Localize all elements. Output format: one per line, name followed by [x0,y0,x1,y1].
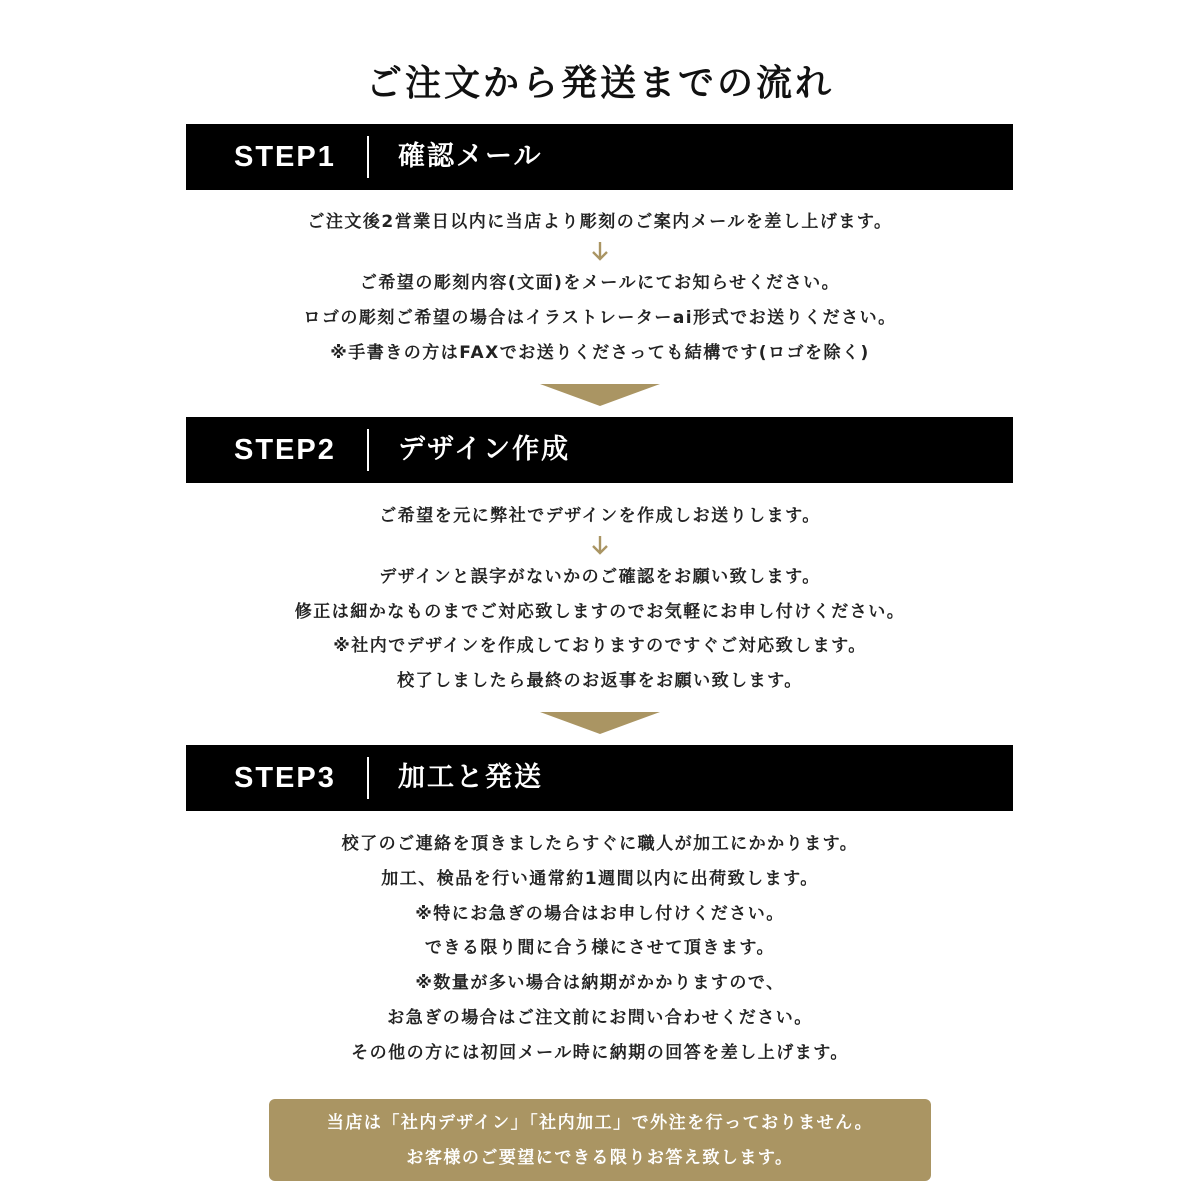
step3-line: ※特にお急ぎの場合はお申し付けください。 [415,904,785,924]
step2-first-line: ご希望を元に弊社でデザインを作成しお送りします。 [379,506,821,526]
step2-line: デザインと誤字がないかのご確認をお願い致します。 [379,567,821,587]
notice-box [269,1099,931,1181]
step-divider [367,757,369,799]
step3-line: ※数量が多い場合は納期がかかりますので、 [415,973,785,993]
step-divider [367,429,369,471]
step2-line: 校了しましたら最終のお返事をお願い致します。 [397,671,803,691]
step3-line: 加工、検品を行い通常約1週間以内に出荷致します。 [381,869,819,889]
step1-first-line: ご注文後2営業日以内に当店より彫刻のご案内メールを差し上げます。 [307,212,893,232]
step3-label: STEP3 [234,762,336,794]
step2-title: デザイン作成 [398,434,571,465]
step1-line: ご希望の彫刻内容(文面)をメールにてお知らせください。 [359,273,841,293]
step1-line: ロゴの彫刻ご希望の場合はイラストレーターai形式でお送りください。 [303,308,897,328]
step2-header [186,417,1013,483]
step3-header [186,745,1013,811]
step2-label: STEP2 [234,434,336,466]
chevron-down-icon [540,384,660,406]
step1-title: 確認メール [398,141,543,172]
step3-line: 校了のご連絡を頂きましたらすぐに職人が加工にかかります。 [341,834,859,854]
step2-line: ※社内でデザインを作成しておりますのですぐご対応致します。 [333,636,867,656]
down-arrow-icon [590,534,610,556]
step1-header [186,124,1013,190]
step1-label: STEP1 [234,141,336,173]
page-title: ご注文から発送までの流れ [365,63,834,104]
step3-line: お急ぎの場合はご注文前にお問い合わせください。 [387,1008,813,1028]
step-divider [367,136,369,178]
step3-line: できる限り間に合う様にさせて頂きます。 [424,938,776,958]
step3-line: その他の方には初回メール時に納期の回答を差し上げます。 [351,1043,849,1063]
step3-title: 加工と発送 [398,762,543,793]
step2-line: 修正は細かなものまでご対応致しますのでお気軽にお申し付けください。 [294,602,906,622]
notice-line-2: お客様のご要望にできる限りお答え致します。 [406,1148,794,1168]
chevron-down-icon [540,712,660,734]
notice-line-1: 当店は「社内デザイン」「社内加工」で外注を行っておりません。 [326,1113,874,1133]
step1-line: ※手書きの方はFAXでお送りくださっても結構です(ロゴを除く) [330,343,870,363]
down-arrow-icon [590,240,610,262]
